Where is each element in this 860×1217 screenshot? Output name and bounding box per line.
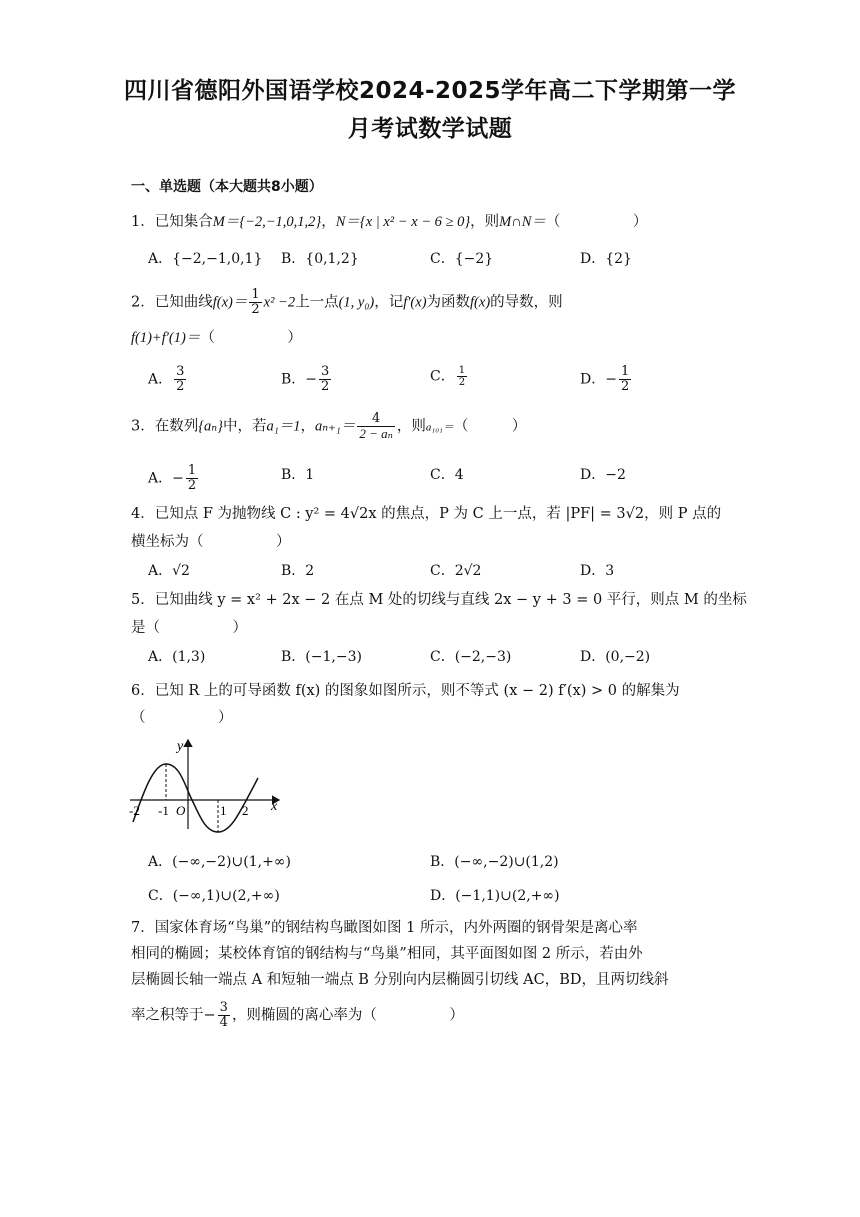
section-heading: 一、单选题（本大题共8小题） bbox=[131, 179, 323, 195]
q2-text: 2．已知曲线 bbox=[131, 294, 213, 311]
option-label: D． bbox=[580, 371, 606, 388]
frac-den: 2 bbox=[620, 379, 630, 394]
q7-text: 率之积等于 bbox=[131, 1007, 204, 1024]
frac-den: 2 bbox=[176, 379, 185, 394]
q6-stem-line2: （ ） bbox=[131, 710, 233, 726]
frac-num: 1 bbox=[458, 365, 466, 376]
q7-text: ，则椭圆的离心率为（ ） bbox=[231, 1007, 464, 1024]
q3-option-c: C．4 bbox=[430, 467, 464, 483]
q6-stem-line1: 6．已知 R 上的可导函数 f(x) 的图象如图所示，则不等式 (x − 2) f′(x) > 0 的解集为 bbox=[131, 683, 680, 699]
frac-den: 4 bbox=[219, 1015, 228, 1030]
x-axis-label: x bbox=[271, 799, 278, 814]
q2-func: f(x)＝ bbox=[212, 294, 248, 311]
minus-sign: − bbox=[172, 470, 184, 487]
q2-option-d bbox=[580, 365, 633, 394]
q4-stem-line2: 横坐标为（ ） bbox=[131, 534, 291, 550]
q3-option-d: D．−2 bbox=[580, 467, 626, 483]
q3-text: 中，若 bbox=[222, 418, 267, 435]
q2-stem bbox=[131, 288, 563, 317]
frac-num: 3 bbox=[321, 364, 330, 379]
q1-expr: M∩N＝ bbox=[499, 214, 546, 230]
q5-option-b: B．(−1,−3) bbox=[281, 649, 362, 665]
answer-blank: （ ） bbox=[453, 418, 527, 435]
q1-text: ， bbox=[321, 214, 336, 230]
q2-expr: f(1)+f′(1)＝ bbox=[131, 330, 201, 346]
q3-cond1: a₁＝1 bbox=[266, 418, 301, 435]
q1-option-d: D．{2} bbox=[580, 251, 632, 267]
q3-option-a bbox=[148, 464, 200, 493]
q1-option-b: B．{0,1,2} bbox=[281, 251, 359, 267]
q2-func2: f(x) bbox=[470, 294, 491, 311]
q1-text: 1．已知集合 bbox=[131, 214, 213, 230]
q1-set-n: N＝{x | x² − x − 6 ≥ 0} bbox=[335, 214, 471, 230]
minus-sign: − bbox=[305, 371, 318, 388]
q3-text: ， bbox=[300, 418, 316, 435]
q2-func-tail: x² −2 bbox=[263, 294, 296, 311]
option-label: A． bbox=[148, 470, 173, 487]
q4-stem-line1: 4．已知点 F 为抛物线 C : y² = 4√2x 的焦点，P 为 C 上一点，若 |PF| = 3√2，则 P 点的 bbox=[131, 506, 722, 522]
frac-num: 3 bbox=[176, 364, 185, 379]
frac-den: 2 bbox=[458, 377, 466, 388]
tick-label: 2 bbox=[242, 803, 249, 818]
frac-num: 1 bbox=[251, 287, 260, 302]
title-line-2: 月考试数学试题 bbox=[347, 116, 513, 142]
q7-stem-line2: 相同的椭圆；某校体育馆的钢结构与“鸟巢”相同，其平面图如图 2 所示，若由外 bbox=[131, 946, 643, 962]
q7-stem-line3: 层椭圆长轴一端点 A 和短轴一端点 B 分别向内层椭圆引切线 AC，BD，且两切线斜 bbox=[131, 972, 669, 988]
tick-label: -1 bbox=[158, 803, 169, 818]
q7-stem-line4 bbox=[131, 1001, 464, 1030]
q5-stem-line2: 是（ ） bbox=[131, 620, 247, 636]
q6-function-graph bbox=[125, 734, 285, 834]
q3-text: ，则 bbox=[396, 418, 426, 435]
q2-option-b bbox=[281, 365, 333, 394]
q2-option-a bbox=[148, 365, 188, 394]
q4-option-b: B．2 bbox=[281, 563, 315, 579]
frac-den: 2 bbox=[251, 302, 260, 317]
q2-point: (1, y₀) bbox=[338, 294, 375, 311]
y-axis-label: y bbox=[177, 739, 184, 754]
q3-seq: {aₙ} bbox=[198, 418, 223, 435]
title-line-1: 四川省德阳外国语学校2024-2025学年高二下学期第一学 bbox=[123, 78, 737, 104]
q1-option-c: C．{−2} bbox=[430, 251, 494, 267]
q3-text: 3．在数列 bbox=[131, 418, 199, 435]
q3-target: a₁₀₁＝ bbox=[425, 421, 454, 434]
option-label: A． bbox=[148, 371, 173, 388]
q6-option-d: D．(−1,1)∪(2,+∞) bbox=[430, 888, 560, 904]
q6-option-c: C．(−∞,1)∪(2,+∞) bbox=[148, 888, 280, 904]
answer-blank: （ ） bbox=[200, 330, 302, 346]
q1-stem bbox=[131, 211, 647, 233]
q5-option-d: D．(0,−2) bbox=[580, 649, 651, 665]
q2-text: 为函数 bbox=[426, 294, 471, 311]
page-title bbox=[80, 72, 780, 148]
q2-deriv: f′(x) bbox=[403, 294, 427, 311]
q1-option-a: A．{−2,−1,0,1} bbox=[148, 251, 263, 267]
tick-label: -2 bbox=[129, 803, 140, 818]
q4-option-d: D．3 bbox=[580, 563, 615, 579]
q3-option-b: B．1 bbox=[281, 467, 315, 483]
q4-option-c: C．2√2 bbox=[430, 563, 482, 579]
minus-sign: − bbox=[203, 1007, 216, 1024]
origin-label: O bbox=[176, 803, 186, 818]
option-label: C． bbox=[430, 368, 455, 385]
function-curve bbox=[133, 764, 258, 832]
frac-num: 1 bbox=[187, 463, 197, 478]
q5-option-a: A．(1,3) bbox=[148, 649, 206, 665]
q3-cond2: aₙ₊₁＝ bbox=[315, 418, 356, 435]
frac-den: 2 − aₙ bbox=[359, 426, 393, 441]
q2-stem-line2 bbox=[131, 327, 302, 349]
frac-num: 3 bbox=[219, 1000, 228, 1015]
q1-set-m: M＝{−2,−1,0,1,2} bbox=[212, 214, 322, 230]
frac-den: 2 bbox=[321, 379, 330, 394]
minus-sign: − bbox=[605, 371, 617, 388]
q2-text: ，记 bbox=[374, 294, 404, 311]
frac-den: 2 bbox=[187, 478, 197, 493]
q6-option-b: B．(−∞,−2)∪(1,2) bbox=[430, 854, 559, 870]
q3-stem bbox=[131, 412, 526, 441]
frac-num: 4 bbox=[357, 412, 395, 427]
q5-option-c: C．(−2,−3) bbox=[430, 649, 512, 665]
q4-option-a: A．√2 bbox=[148, 563, 190, 579]
frac-num: 1 bbox=[620, 364, 630, 379]
answer-blank: （ ） bbox=[545, 214, 648, 230]
q2-text: 上一点 bbox=[295, 294, 339, 311]
q2-option-c bbox=[430, 365, 469, 388]
q5-stem-line1: 5．已知曲线 y = x² + 2x − 2 在点 M 处的切线与直线 2x − y + 3 = 0 平行，则点 M 的坐标 bbox=[131, 592, 747, 608]
q2-half bbox=[249, 288, 261, 317]
q6-option-a: A．(−∞,−2)∪(1,+∞) bbox=[148, 854, 291, 870]
q2-text: 的导数，则 bbox=[490, 294, 563, 311]
q7-stem-line1: 7．国家体育场“鸟巢”的钢结构鸟瞰图如图 1 所示，内外两圈的钢骨架是离心率 bbox=[131, 920, 638, 936]
q1-text: ，则 bbox=[470, 214, 500, 230]
tick-label: 1 bbox=[220, 803, 227, 818]
option-label: B． bbox=[281, 371, 306, 388]
